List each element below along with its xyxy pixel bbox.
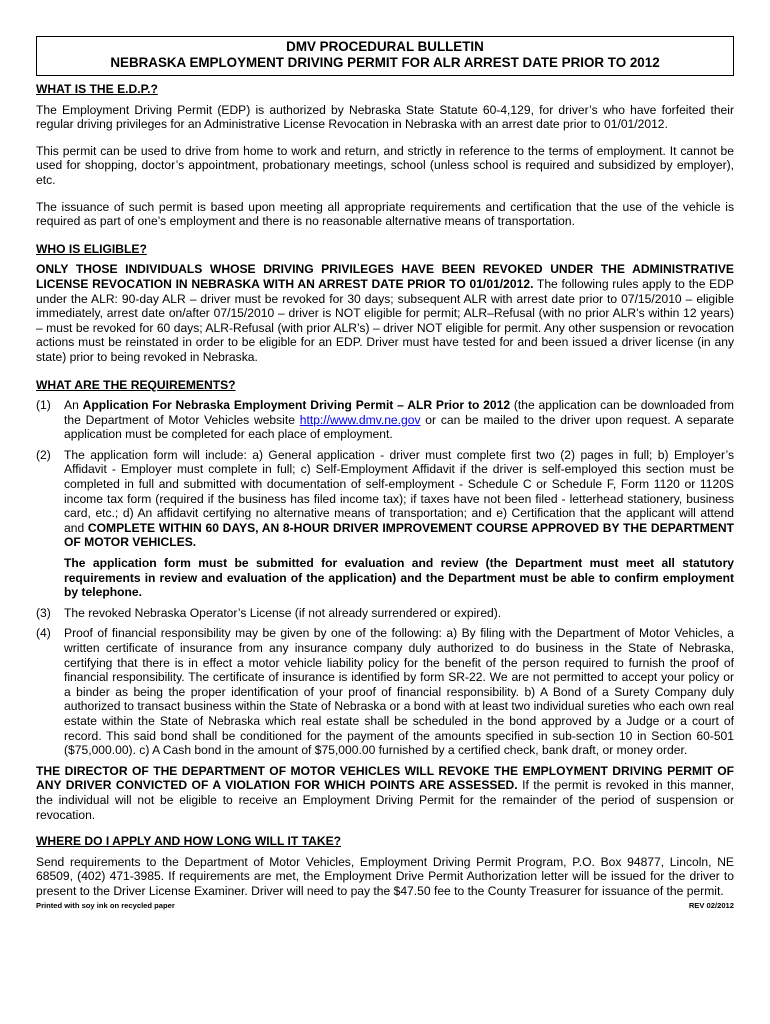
section-heading-eligible: WHO IS ELIGIBLE? [36,241,147,256]
what-is-paragraph-2: This permit can be used to drive from home to work and return, and strictly in reference to the terms of employment. It cannot be used for shopping, doctor’s appointment, probationary meetings, school (unless school is required and subsidized by employer), etc. [36,143,734,187]
requirement-item-2: (2) The application form will include: a) General application - driver must complete first two (2) pages in full; b) Employer’s Affidavit - Employer must complete in full; c) Self-Employment Affidavit if the driver is self-employed this section must be completed in full and submitted with documentation of self-employment - Schedule C or Schedule F, Form 1120 or 1120S income tax form (required if the business has filed income tax); if taxes have not been filed - letterhead stationery, business card, etc.; d) An affidavit certifying no alternative means of transportation; and e) Certification that the applicant will attend and COMPLETE WITHIN 60 DAYS, AN 8-HOUR DRIVER IMPROVEMENT COURSE APPROVED BY THE DEPARTMENT OF MOTOR VEHICLES. [36,447,734,550]
footer-recycled-note: Printed with soy ink on recycled paper [36,900,175,910]
footer-revision: REV 02/2012 [688,900,734,910]
item-number: (3) [36,605,51,620]
requirement-item-1: (1) An Application For Nebraska Employment Driving Permit – ALR Prior to 2012 (the application can be downloaded from the Department of Motor Vehicles website http://www.dmv.ne.gov or can be mailed to the driver upon request. A separate application must be completed for each place of employment. [36,398,734,442]
eligible-paragraph [36,262,734,364]
what-is-paragraph-1: The Employment Driving Permit (EDP) is authorized by Nebraska State Statute 60-4,129, for driver’s who have forfeited their regular driving privileges for an Administrative License Revocation in Nebraska with an arrest date prior to 01/01/2012. [36,102,734,132]
item-number: (2) [36,447,51,462]
bulletin-page [36,36,734,911]
item-number: (4) [36,626,51,641]
footer [36,901,734,911]
dmv-website-link[interactable]: http://www.dmv.ne.gov [299,412,421,427]
section-heading-apply: WHERE DO I APPLY AND HOW LONG WILL IT TAKE? [36,834,342,849]
director-bold-text: THE DIRECTOR OF THE DEPARTMENT OF MOTOR VEHICLES WILL REVOKE THE EMPLOYMENT DRIVING PERMIT OF ANY DRIVER CONVICTED OF A VIOLATION FOR WHICH POINTS ARE ASSESSED. [36,763,734,793]
submission-note: The application form must be submitted for evaluation and review (the Department must meet all statutory requirements in review and evaluation of the application) and the Department must be able to confirm employment by telephone. [64,556,734,600]
what-is-paragraph-3: The issuance of such permit is based upon meeting all appropriate requirements and certification that the use of the vehicle is required as part of one’s employment and there is no reasonable alternative means of transportation. [36,199,734,229]
section-heading-what-is: WHAT IS THE E.D.P.? [36,82,158,96]
eligible-rules-text: The following rules apply to the EDP under the ALR: 90-day ALR – driver must be revoked for 30 days; subsequent ALR with arrest date prior to 07/15/2010 – eligible immediately, arrest date on/after 07/15/2010 – driver is NOT eligible for permit; ALR–Refusal (with no prior ALR’s within 12 years) – must be revoked for 60 days; ALR-Refusal (with prior ALR’s) – driver NOT eligible for permit. Any other suspension or revocation actions must be reinstated in order to be eligible for an EDP. Driver must have tested for and been issued a driver license (in any state) prior to being revoked in Nebraska. [36,276,734,364]
item-number: (1) [36,398,51,413]
eligible-bold-text: ONLY THOSE INDIVIDUALS WHOSE DRIVING PRIVILEGES HAVE BEEN REVOKED UNDER THE ADMINISTRATIVE LICENSE REVOCATION IN NEBRASKA WITH AN ARREST DATE PRIOR TO 01/01/2012. [36,262,734,291]
section-heading-requirements: WHAT ARE THE REQUIREMENTS? [36,377,236,392]
requirement-item-3: (3) The revoked Nebraska Operator’s License (if not already surrendered or expired). [36,605,502,620]
requirement-item-4: (4) Proof of financial responsibility may be given by one of the following: a) By filing with the Department of Motor Vehicles, a written certificate of insurance from any insurance company duly authorized to do business in the State of Nebraska, certifying that there is in effect a motor vehicle liability policy for the benefit of the person required to furnish the proof of financial responsibility. The certificate of insurance is identified by form SR-22. We are not permitted to accept your policy or a binder as being the proper identification of your proof of financial responsibility. b) A Bond of a Surety Company duly authorized to transact business within the State of Nebraska or a bond with at least two individual sureties who each own real estate within the State of Nebraska which real estate shall be scheduled in the bond approved by a Judge or a court of record. This said bond shall be conditioned for the payment of the amounts specified in sub-section 10 in Section 60-501 ($75,000.00). c) A Cash bond in the amount of $75,000.00 furnished by a certified check, bank draft, or money order. [36,626,734,758]
bulletin-title: DMV PROCEDURAL BULLETIN [286,39,484,54]
director-paragraph: THE DIRECTOR OF THE DEPARTMENT OF MOTOR VEHICLES WILL REVOKE THE EMPLOYMENT DRIVING PERMIT OF ANY DRIVER CONVICTED OF A VIOLATION FOR WHICH POINTS ARE ASSESSED. If the permit is revoked in this manner, the individual will not be eligible to receive an Employment Driving Permit for the remainder of the period of suspension or revocation. [36,763,735,822]
title-box [36,36,734,76]
bulletin-subtitle: NEBRASKA EMPLOYMENT DRIVING PERMIT FOR ALR ARREST DATE PRIOR TO 2012 [110,55,660,70]
application-name: Application For Nebraska Employment Driving Permit – ALR Prior to 2012 [82,398,511,413]
apply-paragraph: Send requirements to the Department of Motor Vehicles, Employment Driving Permit Program, P.O. Box 94877, Lincoln, NE 68509, (402) 471-3985. If requirements are met, the Employment Drive Permit Authorization letter will be issued for the driver to present to the Driver License Examiner. Driver will need to pay the $47.50 fee to the County Treasurer for issuance of the permit. [36,854,734,898]
course-requirement-text: COMPLETE WITHIN 60 DAYS, AN 8-HOUR DRIVER IMPROVEMENT COURSE APPROVED BY THE DEPARTMENT OF MOTOR VEHICLES. [64,520,734,550]
